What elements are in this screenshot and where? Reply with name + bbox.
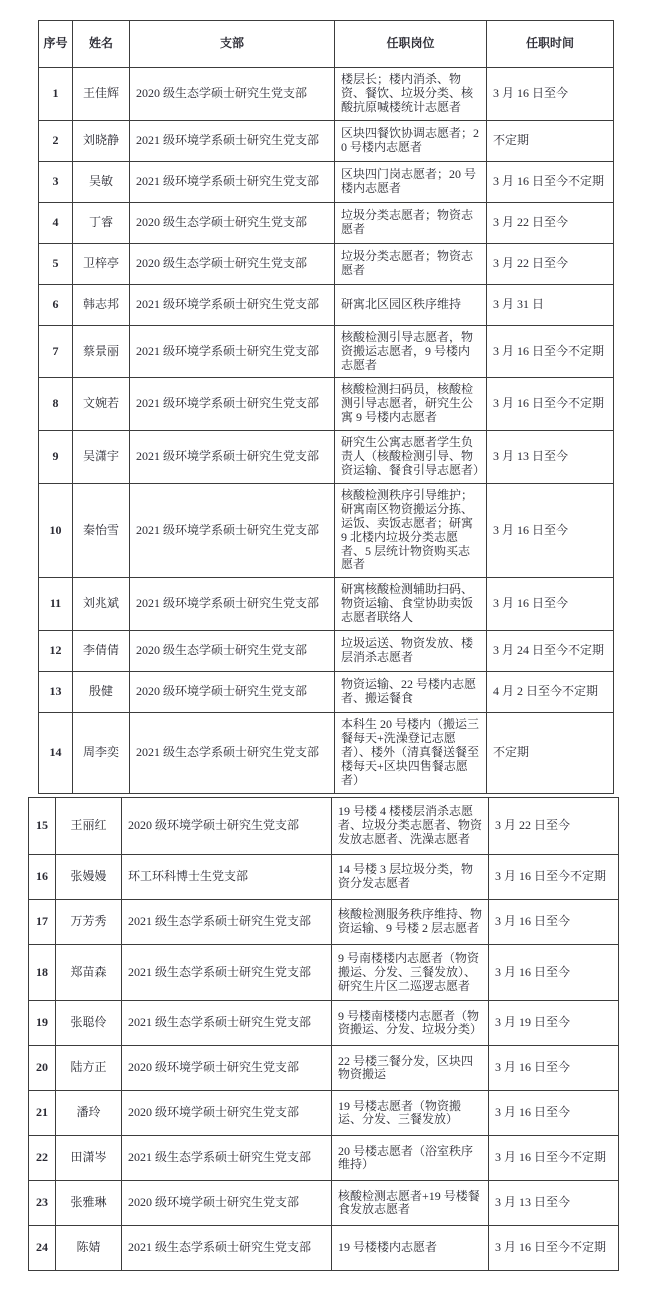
column-header-name: 姓名 bbox=[73, 21, 130, 68]
name-cell: 卫梓亭 bbox=[73, 243, 130, 284]
column-header-serial: 序号 bbox=[39, 21, 73, 68]
table-row bbox=[29, 798, 619, 855]
branch-cell: 2021 级环境学系硕士研究生党支部 bbox=[130, 120, 335, 161]
position-cell: 核酸检测秩序引导维护；研寓南区物资搬运分拣、运饭、卖饭志愿者；研寓 9 北楼内垃圾分类志愿者、5 层统计物资购买志愿者 bbox=[335, 483, 487, 577]
position-cell: 核酸检测引导志愿者，物资搬运志愿者，9 号楼内志愿者 bbox=[335, 325, 487, 378]
branch-cell: 2021 级环境学系硕士研究生党支部 bbox=[130, 431, 335, 484]
serial-cell: 21 bbox=[29, 1091, 56, 1136]
position-cell: 研寓北区园区秩序维持 bbox=[335, 284, 487, 325]
serial-cell: 18 bbox=[29, 944, 56, 1001]
position-cell: 本科生 20 号楼内（搬运三餐每天+洗澡登记志愿者）、楼外（清真餐送餐至楼每天+区块四售餐志愿者） bbox=[335, 713, 487, 794]
name-cell: 韩志邦 bbox=[73, 284, 130, 325]
table-row bbox=[29, 1046, 619, 1091]
name-cell: 李倩倩 bbox=[73, 631, 130, 672]
name-cell: 周李奕 bbox=[73, 713, 130, 794]
branch-cell: 2020 级生态学硕士研究生党支部 bbox=[130, 631, 335, 672]
branch-cell: 2021 级环境学系硕士研究生党支部 bbox=[130, 483, 335, 577]
position-cell: 研寓核酸检测辅助扫码、物资运输、食堂协助卖饭志愿者联络人 bbox=[335, 578, 487, 631]
table-row bbox=[39, 202, 614, 243]
name-cell: 蔡景丽 bbox=[73, 325, 130, 378]
time-cell: 3 月 16 日至今 bbox=[487, 578, 614, 631]
branch-cell: 2021 级环境学系硕士研究生党支部 bbox=[130, 578, 335, 631]
position-cell: 区块四门岗志愿者；20 号楼内志愿者 bbox=[335, 161, 487, 202]
serial-cell: 9 bbox=[39, 431, 73, 484]
name-cell: 王丽红 bbox=[56, 798, 122, 855]
time-cell: 3 月 16 日至今不定期 bbox=[489, 1226, 619, 1271]
branch-cell: 2021 级环境学系硕士研究生党支部 bbox=[130, 378, 335, 431]
serial-cell: 5 bbox=[39, 243, 73, 284]
time-cell: 3 月 16 日至今 bbox=[489, 944, 619, 1001]
table-row bbox=[29, 1181, 619, 1226]
position-cell: 垃圾分类志愿者；物资志愿者 bbox=[335, 202, 487, 243]
position-cell: 19 号楼 4 楼楼层消杀志愿者、垃圾分类志愿者、物资发放志愿者、洗澡志愿者 bbox=[332, 798, 489, 855]
branch-cell: 2020 级环境学硕士研究生党支部 bbox=[122, 1091, 332, 1136]
name-cell: 陈婧 bbox=[56, 1226, 122, 1271]
position-cell: 垃圾分类志愿者；物资志愿者 bbox=[335, 243, 487, 284]
name-cell: 郑苗森 bbox=[56, 944, 122, 1001]
table-row bbox=[29, 1001, 619, 1046]
branch-cell: 2020 级生态学硕士研究生党支部 bbox=[130, 202, 335, 243]
serial-cell: 23 bbox=[29, 1181, 56, 1226]
branch-cell: 2020 级环境学硕士研究生党支部 bbox=[122, 1046, 332, 1091]
table-row bbox=[39, 578, 614, 631]
table-row bbox=[39, 161, 614, 202]
table-row bbox=[39, 672, 614, 713]
table-row bbox=[39, 483, 614, 577]
name-cell: 殷健 bbox=[73, 672, 130, 713]
branch-cell: 2021 级生态学系硕士研究生党支部 bbox=[122, 1226, 332, 1271]
serial-cell: 6 bbox=[39, 284, 73, 325]
serial-cell: 1 bbox=[39, 68, 73, 121]
serial-cell: 14 bbox=[39, 713, 73, 794]
time-cell: 3 月 16 日至今 bbox=[487, 483, 614, 577]
serial-cell: 3 bbox=[39, 161, 73, 202]
table-row bbox=[29, 899, 619, 944]
table-row bbox=[39, 431, 614, 484]
branch-cell: 2020 级环境学硕士研究生党支部 bbox=[122, 798, 332, 855]
time-cell: 不定期 bbox=[487, 120, 614, 161]
name-cell: 张雅琳 bbox=[56, 1181, 122, 1226]
time-cell: 3 月 31 日 bbox=[487, 284, 614, 325]
branch-cell: 2021 级生态学系硕士研究生党支部 bbox=[122, 1136, 332, 1181]
time-cell: 3 月 22 日至今 bbox=[489, 798, 619, 855]
time-cell: 3 月 19 日至今 bbox=[489, 1001, 619, 1046]
time-cell: 3 月 16 日至今不定期 bbox=[487, 325, 614, 378]
time-cell: 不定期 bbox=[487, 713, 614, 794]
serial-cell: 12 bbox=[39, 631, 73, 672]
table-row bbox=[39, 243, 614, 284]
serial-cell: 2 bbox=[39, 120, 73, 161]
time-cell: 3 月 16 日至今不定期 bbox=[487, 161, 614, 202]
serial-cell: 19 bbox=[29, 1001, 56, 1046]
name-cell: 文婉若 bbox=[73, 378, 130, 431]
position-cell: 核酸检测志愿者+19 号楼餐食发放志愿者 bbox=[332, 1181, 489, 1226]
branch-cell: 2020 级环境学硕士研究生党支部 bbox=[122, 1181, 332, 1226]
name-cell: 丁睿 bbox=[73, 202, 130, 243]
table-row bbox=[39, 325, 614, 378]
serial-cell: 17 bbox=[29, 899, 56, 944]
time-cell: 3 月 16 日至今 bbox=[489, 899, 619, 944]
table-row bbox=[39, 68, 614, 121]
position-cell: 物资运输、22 号楼内志愿者、搬运餐食 bbox=[335, 672, 487, 713]
name-cell: 吴敏 bbox=[73, 161, 130, 202]
volunteer-table-page2 bbox=[28, 797, 619, 1271]
time-cell: 3 月 22 日至今 bbox=[487, 243, 614, 284]
branch-cell: 2020 级环境学硕士研究生党支部 bbox=[130, 672, 335, 713]
time-cell: 3 月 16 日至今 bbox=[487, 68, 614, 121]
name-cell: 张聪伶 bbox=[56, 1001, 122, 1046]
branch-cell: 2021 级环境学系硕士研究生党支部 bbox=[130, 325, 335, 378]
branch-cell: 2021 级生态学系硕士研究生党支部 bbox=[122, 1001, 332, 1046]
position-cell: 14 号楼 3 层垃圾分类，物资分发志愿者 bbox=[332, 854, 489, 899]
table-row bbox=[29, 1226, 619, 1271]
name-cell: 田潇岑 bbox=[56, 1136, 122, 1181]
column-header-time: 任职时间 bbox=[487, 21, 614, 68]
serial-cell: 11 bbox=[39, 578, 73, 631]
time-cell: 3 月 16 日至今 bbox=[489, 1091, 619, 1136]
table-row bbox=[29, 1136, 619, 1181]
name-cell: 张嫚嫚 bbox=[56, 854, 122, 899]
time-cell: 3 月 16 日至今 bbox=[489, 1046, 619, 1091]
table-row bbox=[39, 284, 614, 325]
branch-cell: 2021 级生态学系硕士研究生党支部 bbox=[130, 713, 335, 794]
position-cell: 核酸检测扫码员，核酸检测引导志愿者，研究生公寓 9 号楼内志愿者 bbox=[335, 378, 487, 431]
position-cell: 垃圾运送、物资发放、楼层消杀志愿者 bbox=[335, 631, 487, 672]
time-cell: 3 月 22 日至今 bbox=[487, 202, 614, 243]
branch-cell: 2020 级生态学硕士研究生党支部 bbox=[130, 68, 335, 121]
name-cell: 王佳辉 bbox=[73, 68, 130, 121]
column-header-position: 任职岗位 bbox=[335, 21, 487, 68]
serial-cell: 15 bbox=[29, 798, 56, 855]
column-header-branch: 支部 bbox=[130, 21, 335, 68]
position-cell: 9 号楼南楼楼内志愿者（物资搬运、分发、垃圾分类） bbox=[332, 1001, 489, 1046]
table-row bbox=[29, 944, 619, 1001]
branch-cell: 2021 级环境学系硕士研究生党支部 bbox=[130, 284, 335, 325]
table-row bbox=[39, 713, 614, 794]
branch-cell: 2020 级生态学硕士研究生党支部 bbox=[130, 243, 335, 284]
name-cell: 万芳秀 bbox=[56, 899, 122, 944]
position-cell: 9 号南楼楼内志愿者（物资搬运、分发、三餐发放）、研究生片区二巡逻志愿者 bbox=[332, 944, 489, 1001]
position-cell: 22 号楼三餐分发，区块四物资搬运 bbox=[332, 1046, 489, 1091]
serial-cell: 20 bbox=[29, 1046, 56, 1091]
time-cell: 3 月 16 日至今不定期 bbox=[487, 378, 614, 431]
time-cell: 3 月 16 日至今不定期 bbox=[489, 1136, 619, 1181]
time-cell: 3 月 16 日至今不定期 bbox=[489, 854, 619, 899]
serial-cell: 13 bbox=[39, 672, 73, 713]
name-cell: 刘兆斌 bbox=[73, 578, 130, 631]
position-cell: 核酸检测服务秩序维持、物资运输、9 号楼 2 层志愿者 bbox=[332, 899, 489, 944]
serial-cell: 7 bbox=[39, 325, 73, 378]
serial-cell: 24 bbox=[29, 1226, 56, 1271]
name-cell: 陆方正 bbox=[56, 1046, 122, 1091]
table-row bbox=[39, 631, 614, 672]
time-cell: 3 月 13 日至今 bbox=[489, 1181, 619, 1226]
branch-cell: 2021 级生态学系硕士研究生党支部 bbox=[122, 899, 332, 944]
serial-cell: 8 bbox=[39, 378, 73, 431]
serial-cell: 22 bbox=[29, 1136, 56, 1181]
time-cell: 4 月 2 日至今不定期 bbox=[487, 672, 614, 713]
volunteer-table-page1 bbox=[38, 20, 614, 794]
name-cell: 秦怡雪 bbox=[73, 483, 130, 577]
branch-cell: 2021 级环境学系硕士研究生党支部 bbox=[130, 161, 335, 202]
serial-cell: 4 bbox=[39, 202, 73, 243]
position-cell: 楼层长；楼内消杀、物资、餐饮、垃圾分类、核酸抗原喊楼统计志愿者 bbox=[335, 68, 487, 121]
serial-cell: 10 bbox=[39, 483, 73, 577]
time-cell: 3 月 24 日至今不定期 bbox=[487, 631, 614, 672]
table-row bbox=[29, 854, 619, 899]
position-cell: 20 号楼志愿者（浴室秩序维持） bbox=[332, 1136, 489, 1181]
name-cell: 潘玲 bbox=[56, 1091, 122, 1136]
branch-cell: 环工环科博士生党支部 bbox=[122, 854, 332, 899]
table-header-row bbox=[39, 21, 614, 68]
table-row bbox=[39, 120, 614, 161]
position-cell: 19 号楼楼内志愿者 bbox=[332, 1226, 489, 1271]
table-row bbox=[39, 378, 614, 431]
position-cell: 19 号楼志愿者（物资搬运、分发、三餐发放） bbox=[332, 1091, 489, 1136]
position-cell: 区块四餐饮协调志愿者；20 号楼内志愿者 bbox=[335, 120, 487, 161]
name-cell: 刘晓静 bbox=[73, 120, 130, 161]
position-cell: 研究生公寓志愿者学生负责人（核酸检测引导、物资运输、餐食引导志愿者） bbox=[335, 431, 487, 484]
table-row bbox=[29, 1091, 619, 1136]
time-cell: 3 月 13 日至今 bbox=[487, 431, 614, 484]
branch-cell: 2021 级生态学系硕士研究生党支部 bbox=[122, 944, 332, 1001]
serial-cell: 16 bbox=[29, 854, 56, 899]
name-cell: 吴潇宇 bbox=[73, 431, 130, 484]
